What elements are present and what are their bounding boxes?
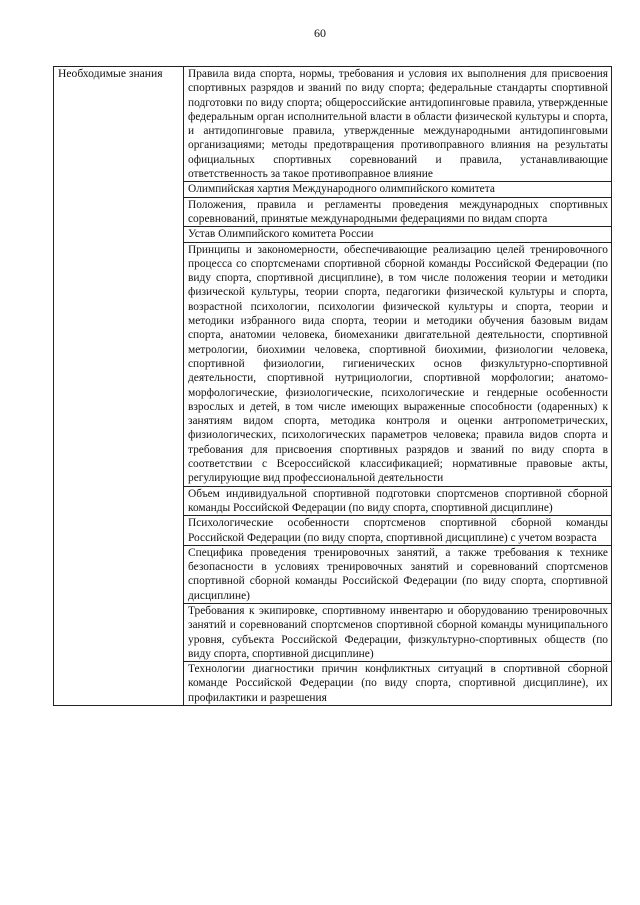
table-cell: Принципы и закономерности, обеспечивающие реализацию целей тренировочного процесса со спортсменами спортивной сборной команды Российской Федерации (по виду спорта, спортивной дисциплине), в том числе положения теории и методики физической культуры, теории спорта, педагогики физической культуры и спорта, возрастной психологии, психологии физической культуры и спорта, теории и методики избранного вида спорта, теории и методики обучения базовым видам спорта, анатомии человека, биомеханики двигательной деятельности, спортивной метрологии, биохимии человека, спортивной биохимии, физиологии человека, спортивной физиологии, гигиенических основ физкультурно-спортивной деятельности, спортивной нутрициологии, спортивной морфологии; анатомо-морфологические, физиологические, психологические и гендерные особенности взрослых и детей, в том числе имеющих выраженные способности (одаренных) к занятиям видом спорта, методика контроля и оценки антропометрических, физиологических, психологических параметров человека; правила видов спорта и требования для присвоения спортивных разрядов и званий по виду спорта в соответствии с Всероссийской классификацией; нормативные правовые акты, регулирующие вид профессиональной деятельности — [184, 242, 612, 486]
table-cell: Устав Олимпийского комитета России — [184, 227, 612, 242]
table-cell: Положения, правила и регламенты проведения международных спортивных соревнований, принятые международными федерациями по видам спорта — [184, 197, 612, 227]
table-cell: Технологии диагностики причин конфликтных ситуаций в спортивной сборной команде Российской Федерации (по виду спорта, спортивной дисциплине), их профилактики и разрешения — [184, 662, 612, 706]
page-number: 60 — [314, 26, 326, 40]
table-cell: Олимпийская хартия Международного олимпийского комитета — [184, 182, 612, 197]
table-cell: Специфика проведения тренировочных занятий, а также требования к технике безопасности в условиях тренировочных занятий и соревнований спортсменов спортивной сборной команды Российской Федерации (по виду спорта, спортивной дисциплине) — [184, 545, 612, 603]
table-cell: Правила вида спорта, нормы, требования и условия их выполнения для присвоения спортивных разрядов и званий по виду спорта; федеральные стандарты спортивной подготовки по виду спорта; общероссийские антидопинговые правила, утвержденные федеральным орган исполнительной власти в области физической культуры и спорта, и антидопинговые правила, утвержденные международными антидопинговыми организациями; методы предотвращения противоправного влияния на результаты официальных спортивных соревнований и правила, устанавливающие ответственность за такое противоправное влияние — [184, 67, 612, 182]
table-cell: Объем индивидуальной спортивной подготовки спортсменов спортивной сборной команды Российской Федерации (по виду спорта, спортивной дисциплине) — [184, 486, 612, 516]
table-row — [54, 67, 612, 182]
table-cell: Психологические особенности спортсменов спортивной сборной команды Российской Федерации (по виду спорта, спортивной дисциплине) с учетом возраста — [184, 516, 612, 546]
table-cell: Требования к экипировке, спортивному инвентарю и оборудованию тренировочных занятий и соревнований спортсменов спортивной сборной команды муниципального уровня, субъекта Российской Федерации, физкультурно-спортивных обществ (по виду спорта, спортивной дисциплине) — [184, 603, 612, 661]
label-cell: Необходимые знания — [54, 67, 184, 706]
requirements-table — [53, 66, 612, 706]
